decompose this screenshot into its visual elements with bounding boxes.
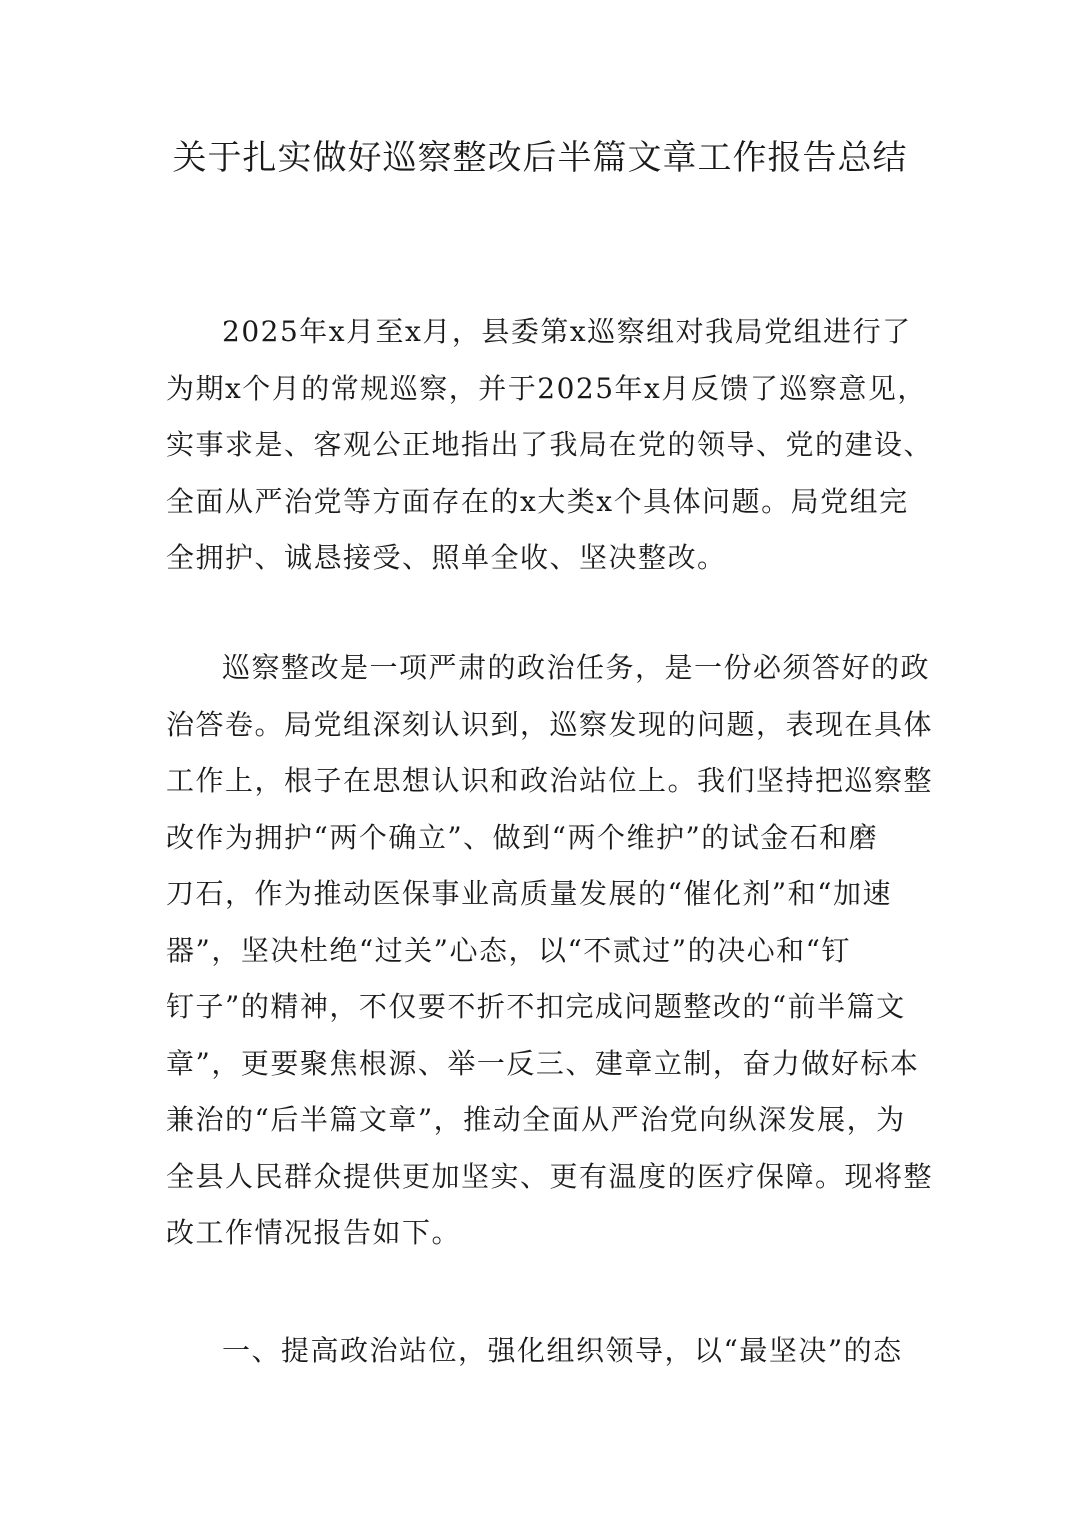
section-heading-1 xyxy=(166,1323,934,1380)
paragraph-intro xyxy=(166,304,934,587)
paragraph-line: 章”，更要聚焦根源、举一反三、建章立制，奋力做好标本 xyxy=(166,1046,920,1080)
document-title: 关于扎实做好巡察整改后半篇文章工作报告总结 xyxy=(172,138,908,178)
paragraph-line: 实事求是、客观公正地指出了我局在党的领导、党的建设、 xyxy=(166,428,934,461)
paragraph-line: 器”，坚决杜绝“过关”心态，以“不贰过”的决心和“钉 xyxy=(166,933,851,967)
paragraph-line: 一、提高政治站位，强化组织领导，以“最坚决”的态 xyxy=(222,1334,903,1367)
paragraph-line: 改作为拥护“两个确立”、做到“两个维护”的试金石和磨 xyxy=(166,820,879,854)
paragraph-line: 兼治的“后半篇文章”，推动全面从严治党向纵深发展，为 xyxy=(166,1103,906,1136)
paragraph-line: 全面从严治党等方面存在的x大类x个具体问题。局党组完 xyxy=(166,484,909,518)
paragraph-line: 全县人民群众提供更加坚实、更有温度的医疗保障。现将整 xyxy=(166,1159,934,1193)
paragraph-line: 治答卷。局党组深刻认识到，巡察发现的问题，表现在具体 xyxy=(166,707,934,741)
paragraph-line: 钉子”的精神，不仅要不折不扣完成问题整改的“前半篇文 xyxy=(166,990,906,1023)
paragraph-line: 工作上，根子在思想认识和政治站位上。我们坚持把巡察整 xyxy=(166,764,934,797)
paragraph-line: 为期x个月的常规巡察，并于2025年x月反馈了巡察意见， xyxy=(166,371,927,405)
paragraph-line: 全拥护、诚恳接受、照单全收、坚决整改。 xyxy=(166,541,727,574)
paragraph-body xyxy=(166,640,934,1262)
paragraph-line: 巡察整改是一项严肃的政治任务，是一份必须答好的政 xyxy=(222,651,931,684)
paragraph-line: 刀石，作为推动医保事业高质量发展的“催化剂”和“加速 xyxy=(166,877,892,910)
paragraph-line: 改工作情况报告如下。 xyxy=(166,1216,462,1249)
paragraph-line: 2025年x月至x月，县委第x巡察组对我局党组进行了 xyxy=(222,315,912,348)
